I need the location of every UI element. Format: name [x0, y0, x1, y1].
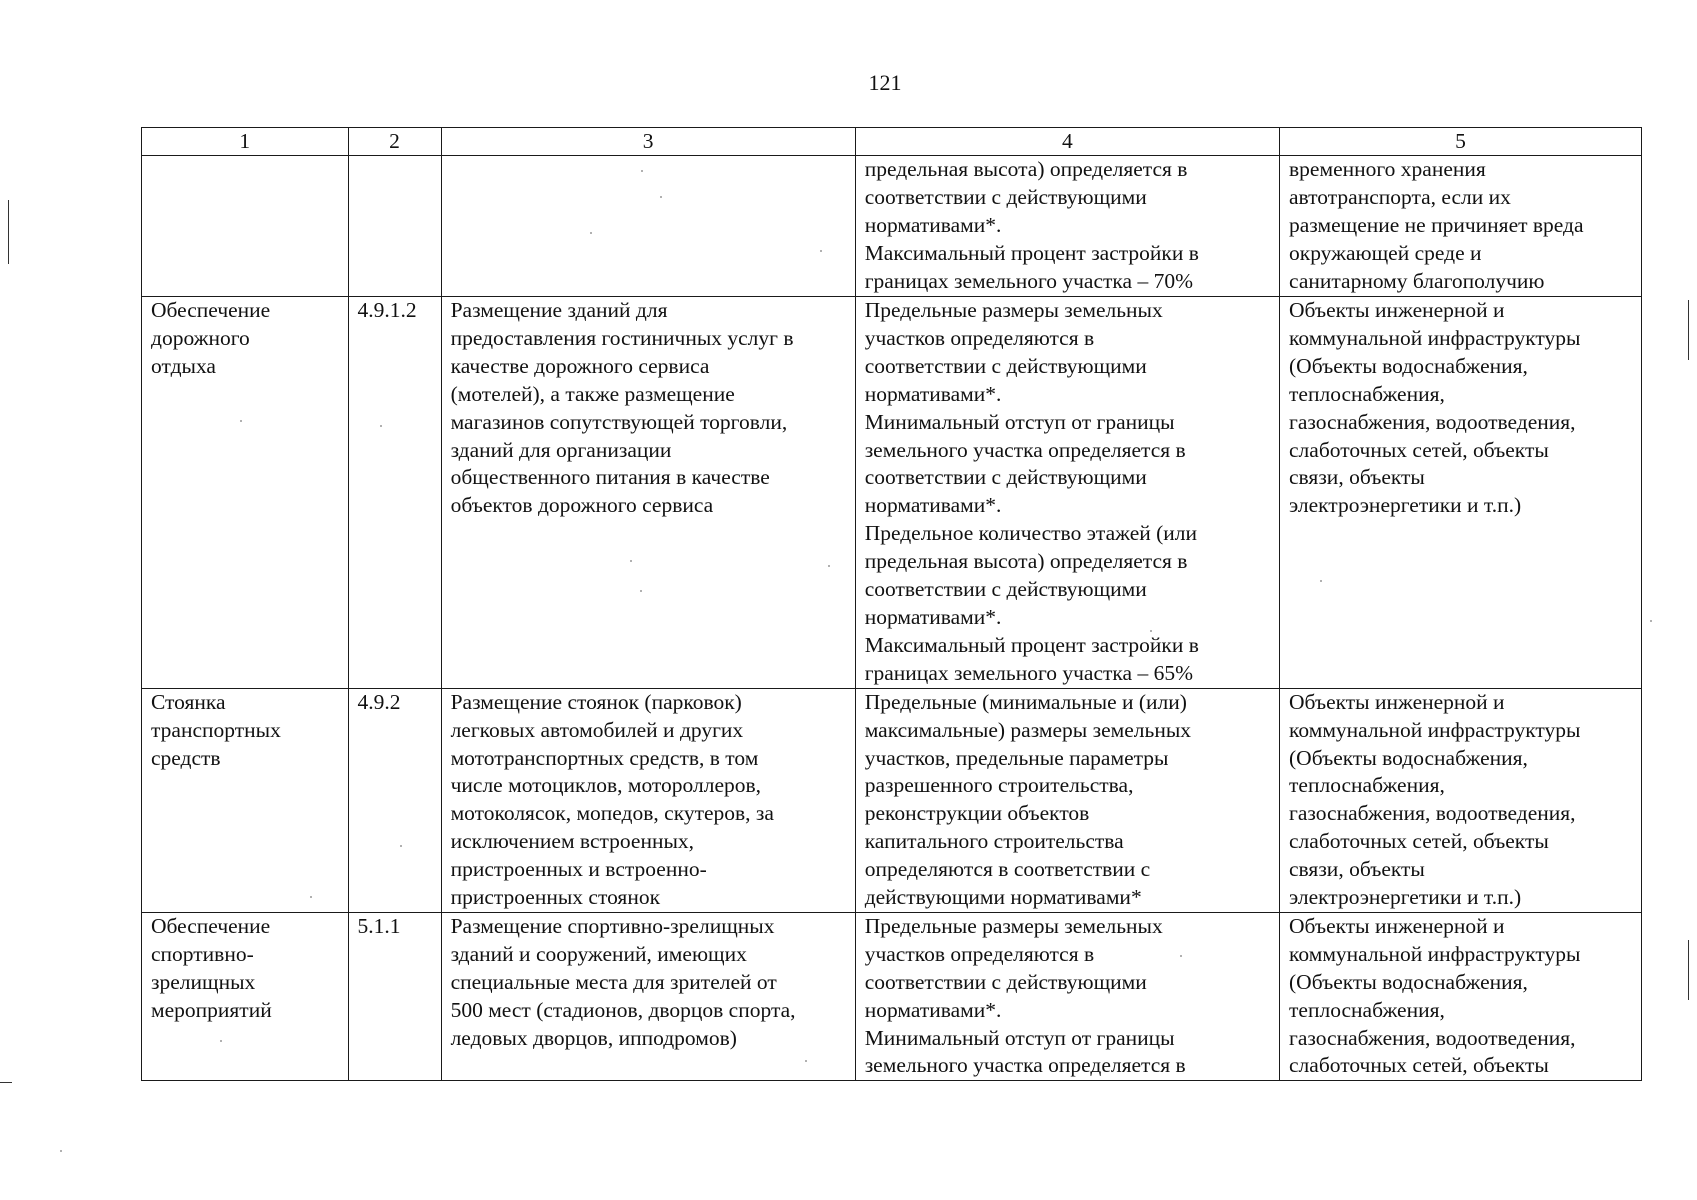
- auxiliary-uses-cell: [1280, 156, 1642, 297]
- scan-edge-mark: [1688, 940, 1689, 1000]
- use-parameters: Предельные (минимальные и (или) максимальные) размеры земельных участков, предельные параметры разрешенного строительства, реконструкции объектов капитального строительства определяются в соответствии с действующими нормативами*: [864, 689, 1192, 910]
- use-parameters-cell: [855, 912, 1279, 1080]
- use-parameters-cell: [855, 688, 1279, 912]
- header-cell-5: 5: [1280, 128, 1642, 156]
- scan-edge-mark: [0, 1082, 12, 1083]
- scan-speck: [1320, 580, 1322, 582]
- scan-speck: [820, 250, 822, 252]
- page-number: 121: [868, 70, 902, 95]
- table-row: [142, 156, 1642, 297]
- use-description-cell: [441, 912, 855, 1080]
- scan-speck: [240, 420, 242, 422]
- use-code-cell: [348, 156, 441, 297]
- header-cell-3: 3: [441, 128, 855, 156]
- use-description: Размещение спортивно-зрелищных зданий и сооружений, имеющих специальные места для зрителей от 500 мест (стадионов, дворцов спорта, ледовых дворцов, ипподромов): [450, 913, 796, 1050]
- use-code-cell: [348, 688, 441, 912]
- scan-speck: [380, 425, 382, 427]
- land-use-table: [141, 127, 1642, 1081]
- scan-speck: [640, 590, 642, 592]
- scan-speck: [1150, 630, 1152, 632]
- use-code: 4.9.2: [357, 689, 401, 714]
- scan-speck: [310, 896, 312, 898]
- header-cell-2: 2: [348, 128, 441, 156]
- use-code: 4.9.1.2: [357, 298, 417, 322]
- auxiliary-uses: Объекты инженерной и коммунальной инфраструктуры (Объекты водоснабжения, теплоснабжения, газоснабжения, водоотведения, слаботочных сетей, объекты: [1289, 913, 1581, 1078]
- use-name-cell: [142, 297, 349, 689]
- use-name: Обеспечение спортивно- зрелищных мероприятий: [151, 913, 272, 1022]
- use-code: 5.1.1: [357, 913, 401, 938]
- use-description-cell: [441, 688, 855, 912]
- scan-speck: [400, 845, 402, 847]
- scan-speck: [1180, 955, 1182, 957]
- header-row: [142, 128, 1642, 156]
- scan-speck: [660, 196, 662, 198]
- auxiliary-uses: Объекты инженерной и коммунальной инфраструктуры (Объекты водоснабжения, теплоснабжения, газоснабжения, водоотведения, слаботочных сетей, объекты связи, объекты электроэнергетики и т.п.): [1289, 298, 1581, 518]
- use-description: Размещение стоянок (парковок) легковых автомобилей и других мототранспортных средств, в том числе мотоциклов, мотороллеров, мотоколясок, мопедов, скутеров, за исключением встроенных, пристроенных и встроенно- пристроенных стоянок: [450, 689, 774, 910]
- use-code-cell: [348, 912, 441, 1080]
- use-name-cell: [142, 912, 349, 1080]
- scan-speck: [828, 565, 830, 567]
- use-name: Стоянка транспортных средств: [151, 689, 281, 770]
- header-cell-4: 4: [855, 128, 1279, 156]
- scan-edge-mark: [8, 200, 9, 264]
- use-parameters-cell: [855, 297, 1279, 689]
- scan-edge-mark: [1688, 300, 1689, 360]
- scan-speck: [60, 1150, 62, 1152]
- scan-speck: [630, 560, 632, 562]
- use-parameters: Предельные размеры земельных участков определяются в соответствии с действующими нормативами*. Минимальный отступ от границы земельного участка определяется в соответствии с действующими нормативами*. Предельное количество этажей (или предельная высота) определяется в соответствии с действующими нормативами*. Максимальный процент застройки в границах земельного участка – 65%: [864, 298, 1199, 685]
- auxiliary-uses: Объекты инженерной и коммунальной инфраструктуры (Объекты водоснабжения, теплоснабжения, газоснабжения, водоотведения, слаботочных сетей, объекты связи, объекты электроэнергетики и т.п.): [1289, 689, 1581, 910]
- use-code-cell: [348, 297, 441, 689]
- table-row: [142, 688, 1642, 912]
- auxiliary-uses-cell: [1280, 297, 1642, 689]
- scan-speck: [1650, 620, 1652, 622]
- use-description-cell: [441, 297, 855, 689]
- auxiliary-uses-cell: [1280, 912, 1642, 1080]
- auxiliary-uses: временного хранения автотранспорта, если их размещение не причиняет вреда окружающей среде и санитарному благополучию: [1289, 157, 1584, 293]
- scan-speck: [641, 170, 643, 172]
- use-parameters: Предельные размеры земельных участков определяются в соответствии с действующими нормативами*. Минимальный отступ от границы земельного участка определяется в: [864, 913, 1186, 1078]
- use-name-cell: [142, 156, 349, 297]
- use-name: Обеспечение дорожного отдыха: [151, 298, 271, 378]
- use-description-cell: [441, 156, 855, 297]
- auxiliary-uses-cell: [1280, 688, 1642, 912]
- scan-speck: [220, 1040, 222, 1042]
- table-row: [142, 912, 1642, 1080]
- header-cell-1: 1: [142, 128, 349, 156]
- scan-speck: [590, 232, 592, 234]
- use-description: Размещение зданий для предоставления гостиничных услуг в качестве дорожного сервиса (мотелей), а также размещение магазинов сопутствующей торговли, зданий для организации общественного питания в качестве объектов дорожного сервиса: [450, 298, 794, 518]
- table-row: [142, 297, 1642, 689]
- use-parameters: предельная высота) определяется в соответствии с действующими нормативами*. Максимальный процент застройки в границах земельного участка – 70%: [864, 157, 1199, 293]
- use-name-cell: [142, 688, 349, 912]
- use-parameters-cell: [855, 156, 1279, 297]
- scan-speck: [805, 1060, 807, 1062]
